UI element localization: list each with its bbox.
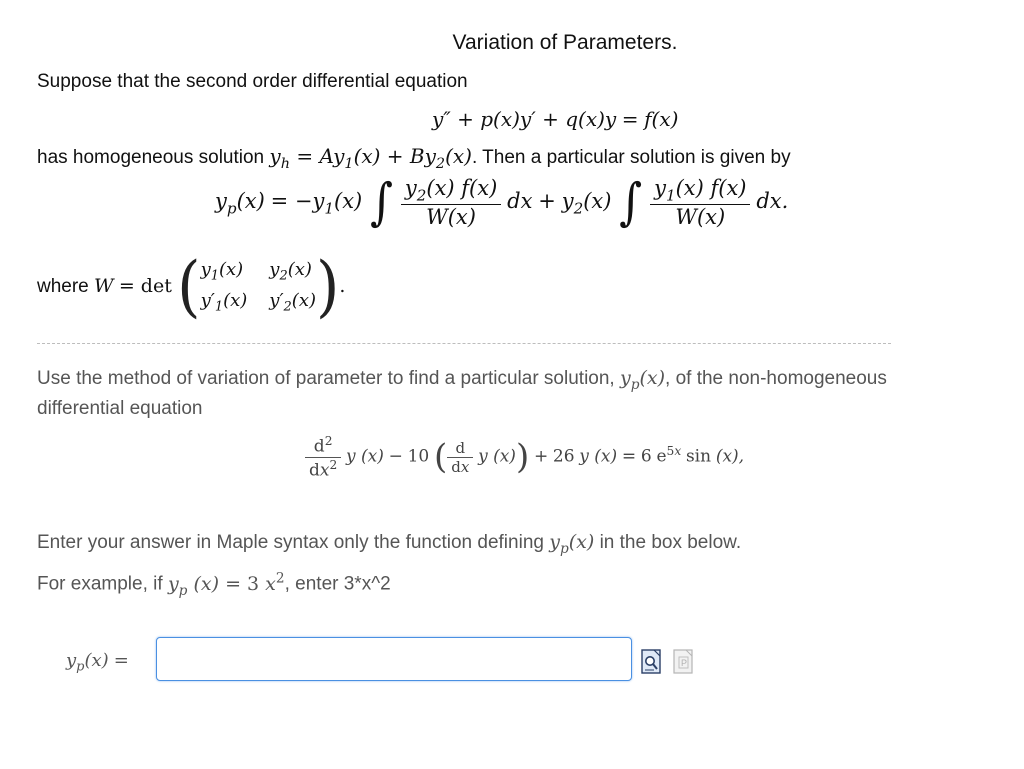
has-homogeneous-text: has homogeneous solution [37,147,265,168]
answer-label: $y_p(x)$ = [66,650,129,675]
preview-equation-icon[interactable] [641,649,661,674]
homogeneous-solution-line [37,144,791,172]
section-divider [37,343,891,344]
ode-rhs-coef: 6 [640,446,652,467]
answer-input[interactable] [156,637,632,681]
example-instruction: For example, if $y_p$ (x) = 3 $x^2$, enter 3*x^2 [37,570,391,599]
ode-exp-coef: 5 [666,443,675,458]
then-text: . Then a particular solution is given by [471,147,791,168]
where-text: where [37,276,89,298]
maple-syntax-help-icon[interactable] [673,649,693,674]
given-ode: $\frac{d^2}{dx^2}$ y (x) − 10 ( $\frac{d}{dx}$ y (x)) + 26 y (x) = 6 $e^{5x}$ sin (x), [305,434,744,480]
instruction-line-2: differential equation [37,398,203,419]
ode-coef-1: 10 [407,446,430,467]
wronskian-definition: where W = det ( $y_1(x)$ $y_2(x)$ $y'_1(x)$ $y'_2(x)$ ). [37,248,346,326]
example-prefix-text: For example, if [37,573,163,595]
ode-coef-2: 26 [552,446,575,467]
intro-suppose-text: Suppose that the second order differential equation [37,71,468,92]
instruction-line-1: Use the method of variation of parameter to find a particular solution, $y_p(x)$, of the non-homogeneous [37,367,887,393]
enter-prefix-text: Enter your answer in Maple syntax only the function defining [37,532,544,553]
enter-suffix-text: in the box below. [599,532,742,553]
page-title: Variation of Parameters. [452,31,678,54]
instruction-line-1-text: Use the method of variation of parameter to find a particular solution, [37,368,615,389]
yh-formula: $y_h = Ay_1(x) + By_2(x)$ [269,144,472,173]
svg-text:P: P [681,658,688,668]
enter-answer-instruction: Enter your answer in Maple syntax only the function defining $y_p(x)$ in the box below. [37,531,742,557]
example-suffix-text: , enter 3*x^2 [284,573,391,595]
particular-solution-formula: $y_p(x) = -y_1(x)$ ∫ $\frac{y_2(x) f(x)}{W(x)}$ dx + $y_2(x)$ ∫ $\frac{y_1(x) f(x)}{W(x)}$ dx. [215,173,789,232]
instruction-line-1-end: , of the non-homogeneous [665,368,887,389]
ode-general-equation: y″ + p(x)y′ + q(x)y = f(x) [432,107,679,131]
wronskian-matrix: $y_1(x)$ $y_2(x)$ $y'_1(x)$ $y'_2(x)$ [200,259,316,315]
